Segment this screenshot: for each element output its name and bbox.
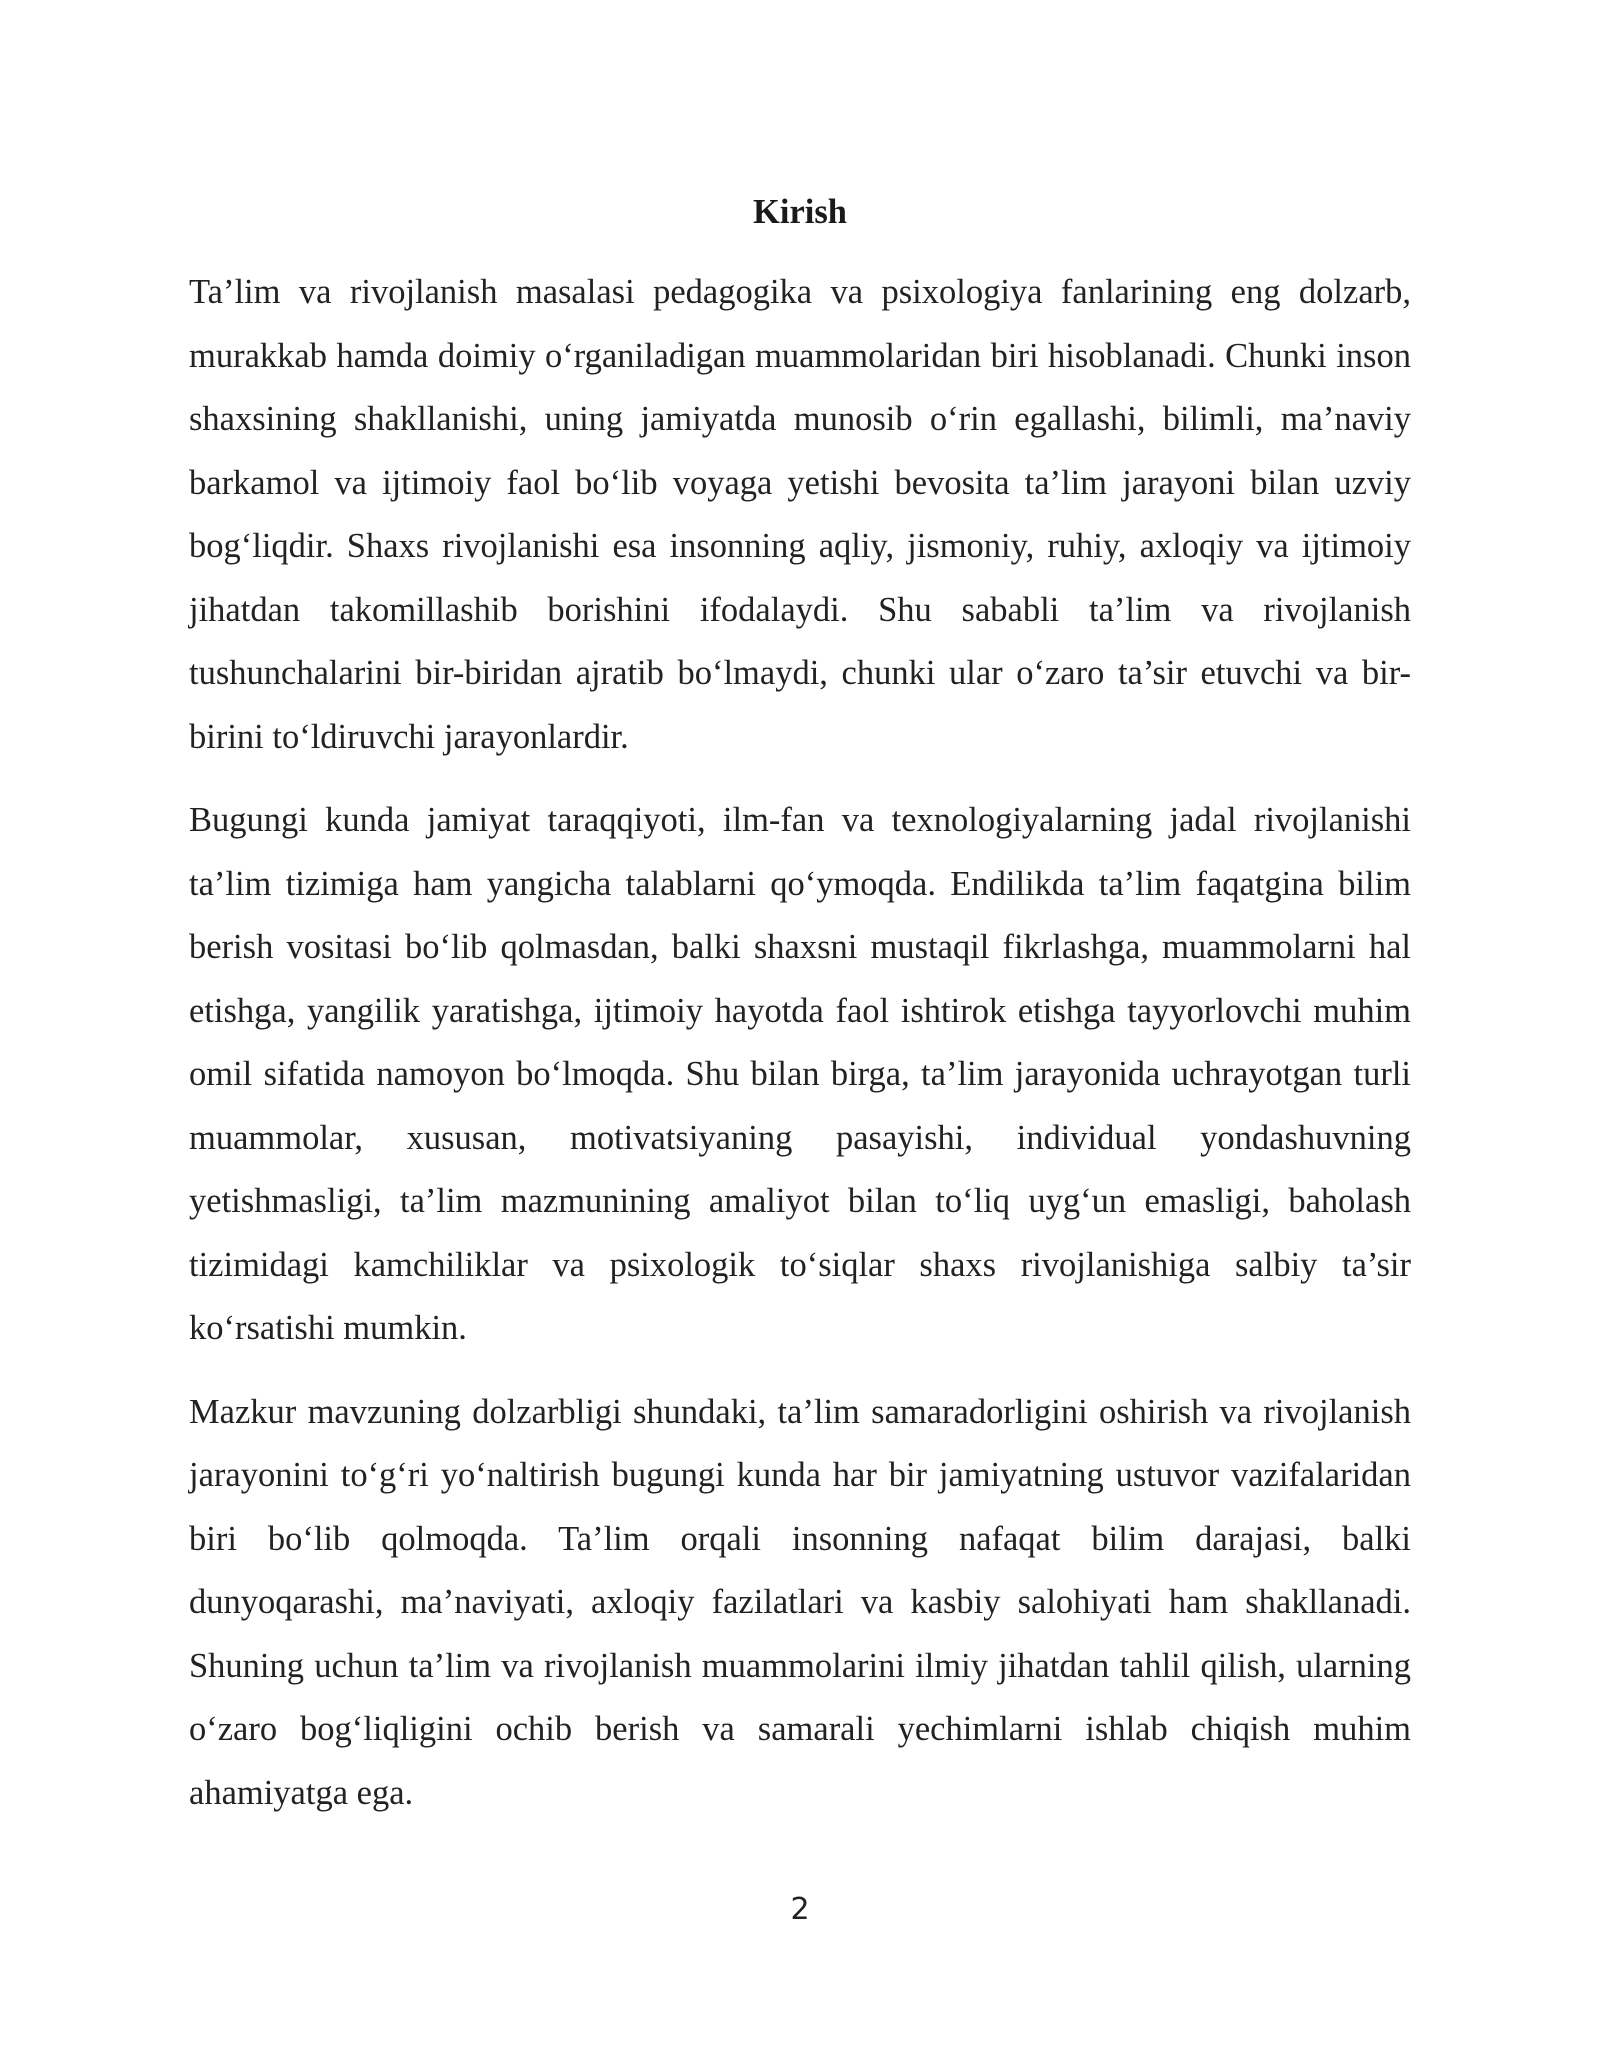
page-content <box>189 185 1411 1845</box>
section-title: Kirish <box>753 193 847 231</box>
paragraph-3: Mazkur mavzuning dolzarbligi shundaki, ta’lim samaradorligini oshirish va rivojlanish jarayonini to‘g‘ri yo‘naltirish bugungi kunda har bir jamiyatning ustuvor vazifalaridan biri bo‘lib qolmoqda. Ta’lim orqali insonning nafaqat bilim darajasi, balki dunyoqarashi, ma’naviyati, axloqiy fazilatlari va kasbiy salohiyati ham shakllanadi. Shuning uchun ta’lim va rivojlanish muammolarini ilmiy jihatdan tahlil qilish, ularning o‘zaro bog‘liqligini ochib berish va samarali yechimlarni ishlab chiqish muhim ahamiyatga ega. <box>189 1392 1411 1812</box>
page-number: 2 <box>790 1892 810 1927</box>
paragraph-1: Ta’lim va rivojlanish masalasi pedagogika va psixologiya fanlarining eng dolzarb, murakkab hamda doimiy o‘rganiladigan muammolaridan biri hisoblanadi. Chunki inson shaxsining shakllanishi, uning jamiyatda munosib o‘rin egallashi, bilimli, ma’naviy barkamol va ijtimoiy faol bo‘lib voyaga yetishi bevosita ta’lim jarayoni bilan uzviy bog‘liqdir. Shaxs rivojlanishi esa insonning aqliy, jismoniy, ruhiy, axloqiy va ijtimoiy jihatdan takomillashib borishini ifodalaydi. Shu sababli ta’lim va rivojlanish tushunchalarini bir-biridan ajratib bo‘lmaydi, chunki ular o‘zaro ta’sir etuvchi va bir-birini to‘ldiruvchi jarayonlardir. <box>189 273 1411 756</box>
paragraph-2: Bugungi kunda jamiyat taraqqiyoti, ilm-fan va texnologiyalarning jadal rivojlanishi ta’lim tizimiga ham yangicha talablarni qo‘ymoqda. Endilikda ta’lim faqatgina bilim berish vositasi bo‘lib qolmasdan, balki shaxsni mustaqil fikrlashga, muammolarni hal etishga, yangilik yaratishga, ijtimoiy hayotda faol ishtirok etishga tayyorlovchi muhim omil sifatida namoyon bo‘lmoqda. Shu bilan birga, ta’lim jarayonida uchrayotgan turli muammolar, xususan, motivatsiyaning pasayishi, individual yondashuvning yetishmasligi, ta’lim mazmunining amaliyot bilan to‘liq uyg‘un emasligi, baholash tizimidagi kamchiliklar va psixologik to‘siqlar shaxs rivojlanishiga salbiy ta’sir ko‘rsatishi mumkin. <box>189 801 1411 1347</box>
